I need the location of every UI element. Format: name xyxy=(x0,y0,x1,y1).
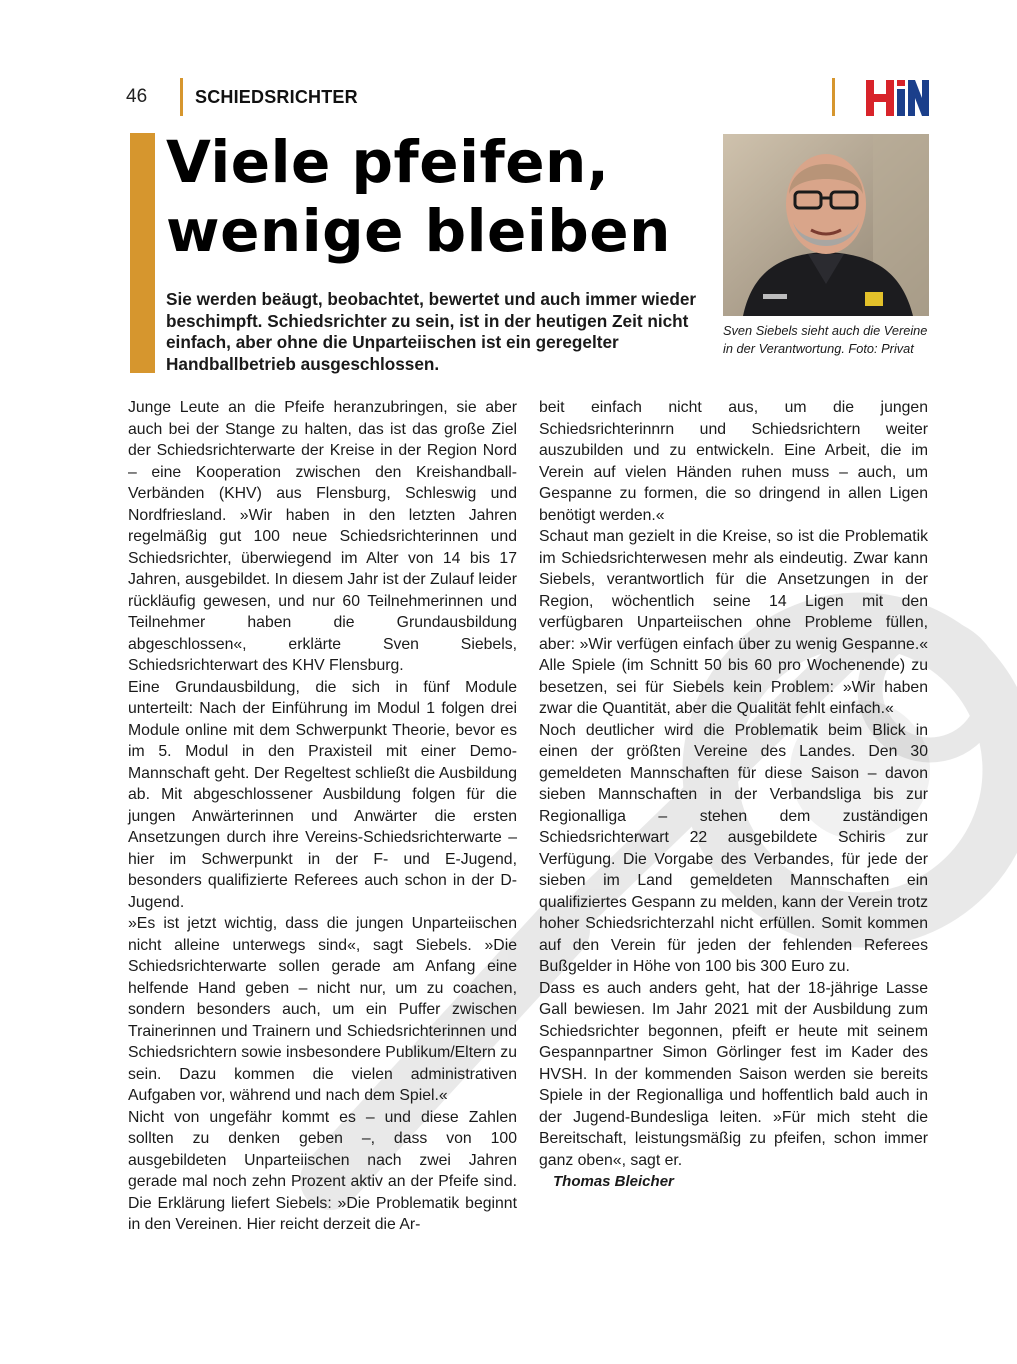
body-paragraph: Schaut man gezielt in die Kreise, so ist die Problematik im Schiedsrichterwesen mehr als eindeutig. Zwar kann Siebels, verantwortlich für die Ansetzungen in der Region, wöchentlich seine 14 Ligen mit den verfügbaren Unparteiischen ohne Probleme füllen, aber: »Wir verfügen einfach über zu wenig Gespanne.« Alle Spiele (im Schnitt 50 bis 60 pro Wochenende) zu besetzen, sei für Siebels kein Problem: »Wir haben zwar die Quantität, aber die Qualität fehlt einfach.« xyxy=(539,528,928,717)
article-lead: Sie werden beäugt, beobachtet, bewertet und auch immer wieder beschimpft. Schiedsrichter zu sein, ist in der heutigen Zeit nicht einfach, aber ohne die Unparteiischen ist ein geregelter Handballbetrieb ausgeschlossen. xyxy=(166,289,697,374)
article-headline xyxy=(166,128,726,266)
hin-logo xyxy=(864,78,930,118)
header-divider xyxy=(180,78,183,116)
body-paragraph: Dass es auch anders geht, hat der 18-jährige Lasse Gall bewiesen. Im Jahr 2021 mit der Ausbildung zum Schiedsrichter begonnen, pfeift er heute mit seinem Gespannpartner Simon Görlinger fest im Kader des HVSH. In der kommenden Saison werden sie bereits Spiele in der Regionalliga und hoffentlich bald auch in der Jugend-Bundesliga leiten. »Für mich steht die Bereitschaft, leistungsmäßig zu pfeifen, schon immer ganz oben«, sagt er. xyxy=(539,979,928,1169)
body-paragraph: »Es ist jetzt wichtig, dass die jungen Unparteiischen nicht alleine unterwegs sind«, sagt Siebels. »Die Schiedsrichterwarte sollen gerade am Anfang eine helfende Hand geben – nicht nur, um zu coachen, sondern besonders auch, um ein Puffer zwischen Trainerinnen und Trainern und Schiedsrichterinnen und Schiedsrichtern sowie insbesondere Publikum/Eltern zu sein. Dazu kommen die vielen administrativen Aufgaben vor, während und nach dem Spiel.« xyxy=(128,915,517,1104)
portrait-photo xyxy=(723,134,929,316)
body-paragraph: Noch deutlicher wird die Problematik beim Blick in einen der größten Vereine des Landes. Den 30 gemeldeten Mannschaften für diese Saison – davon sieben Mannschaften in der Verbandsliga bis zur Regionalliga – stehen dem zuständigen Schiedsrichterwart 22 ausgebildete Schiris zur Verfügung. Die Vorgabe des Verbandes, für jede der sieben im Land gemeldeten Mannschaften ein qualifiziertes Gespann zu melden, kann der Verein trotz hoher Schiedsrichterzahl nicht erfüllen. Somit kommen auf den Verein für jeden der fehlenden Referees Bußgelder in Höhe von 100 bis 300 Euro zu. xyxy=(539,721,928,975)
body-paragraph: beit einfach nicht aus, um die jungen Schiedsrichterinnrn und Schiedsrichtern weiter auszubilden und zu entwickeln. Eine Arbeit, die im Verein auf vielen Händen ruhen muss – auch, um Gespanne zu formen, die so dringend in allen Ligen benötigt werden.« xyxy=(539,399,928,524)
section-title: SCHIEDSRICHTER xyxy=(195,87,358,107)
photo-caption: Sven Siebels sieht auch die Vereine in der Verantwortung. Foto: Privat xyxy=(723,323,928,356)
body-paragraph: Eine Grundausbildung, die sich in fünf Module unterteilt: Nach der Einführung im Modul 1 folgen drei Module online mit dem Schwerpunkt Theorie, bevor es im 5. Modul in den Praxisteil mit einer Demo-Mannschaft geht. Der Regeltest schließt die Ausbildung ab. Mit abgeschlossener Ausbildung folgen für die jungen Anwärterinnen und Anwärter die ersten Ansetzungen durch ihre Vereins-Schiedsrichterwarte – hier im Schwerpunkt in der F- und E-Jugend, besonders qualifizierte Referees auch schon in der D-Jugend. xyxy=(128,678,517,911)
article-column-right xyxy=(539,397,928,1193)
headline-accent-bar xyxy=(130,133,155,373)
headline-line-1: Viele pfeifen, xyxy=(166,128,610,196)
article-author: Thomas Bleicher xyxy=(553,1173,674,1190)
headline-line-2: wenige bleiben xyxy=(166,197,671,265)
article-column-left xyxy=(128,397,517,1236)
body-paragraph: Junge Leute an die Pfeife heranzubringen, sie aber auch bei der Stange zu halten, das ist das große Ziel der Schiedsrichterwarte der Kreise in der Region Nord – eine Kooperation zwischen den Kreishandball-Verbänden (KHV) aus Flensburg, Schleswig und Nordfriesland. »Wir haben in den letzten Jahren regelmäßig gut 100 neue Schiedsrichterinnen und Schiedsrichter, überwiegend im Alter von 14 bis 17 Jahren, ausgebildet. In diesem Jahr ist der Zulauf leider rückläufig gewesen, und nur 60 Teilnehmerinnen und Teilnehmer haben die Grundausbildung abgeschlossen«, erklärte Sven Siebels, Schiedsrichterwart des KHV Flensburg. xyxy=(128,399,517,674)
page-number: 46 xyxy=(126,86,148,107)
body-paragraph: Nicht von ungefähr kommt es – und diese Zahlen sollten zu denken geben –, dass von 100 ausgebildeten Unparteiischen nach zwei Jahren gerade mal noch zehn Prozent aktiv an der Pfeife sind. Die Erklärung liefert Siebels: »Die Problematik beginnt in den Vereinen. Hier reicht derzeit die Ar- xyxy=(128,1108,517,1233)
logo-divider xyxy=(832,78,835,116)
